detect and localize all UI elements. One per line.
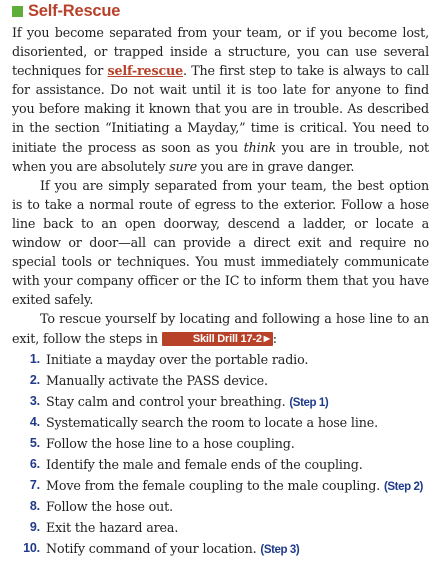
paragraph-3-text: To rescue yourself by locating and following a hose line to an exit, follow the steps in xyxy=(12,311,429,346)
step-text: Systematically search the room to locate a hose line. xyxy=(46,414,379,430)
paragraph-1-text-a: If you become separated from your team, or if you become lost, disoriented, or trapped inside a structure, you can use several techniques for xyxy=(12,25,429,79)
step-text-wrap xyxy=(46,518,178,539)
skill-drill-reference-button[interactable] xyxy=(162,332,273,346)
section-title: Self-Rescue xyxy=(28,2,121,20)
skill-drill-label: Skill Drill 17-2 xyxy=(192,332,262,345)
step-number: 5. xyxy=(29,435,40,450)
list-item xyxy=(12,371,429,392)
step-number: 9. xyxy=(29,520,40,535)
list-item xyxy=(12,539,429,560)
step-text-wrap xyxy=(46,539,299,560)
step-text: Initiate a mayday over the portable radio. xyxy=(46,351,309,367)
step-number: 7. xyxy=(29,478,40,493)
step-text: Move from the female coupling to the male coupling. xyxy=(46,478,384,494)
list-item xyxy=(12,392,429,413)
step-text-wrap xyxy=(46,371,268,392)
list-item xyxy=(12,497,429,518)
paragraph-3-colon: : xyxy=(272,330,277,346)
step-text: Manually activate the PASS device. xyxy=(46,372,268,388)
list-item xyxy=(12,455,429,476)
step-text: Follow the hose line to a hose coupling. xyxy=(46,435,295,451)
self-rescue-keyword-link[interactable]: self-rescue xyxy=(107,63,184,79)
step-text: Exit the hazard area. xyxy=(46,520,179,536)
step-text: Identify the male and female ends of the coupling. xyxy=(46,457,363,473)
paragraph-1-text-b: . The first step to take is always to call for assistance. Do not wait until it is too late for anyone to find you before making it known that you are in trouble. As described in the section “Initiating a Mayday,” time is critical. You need to initiate the process as soon as you xyxy=(12,63,429,155)
step-text-wrap xyxy=(46,413,378,434)
list-item xyxy=(12,413,429,434)
step-text-wrap xyxy=(46,455,363,476)
step-number: 6. xyxy=(29,457,40,472)
step-ref: (Step 2) xyxy=(383,481,423,494)
emphasis-sure: sure xyxy=(169,158,197,174)
step-text: Stay calm and control your breathing. xyxy=(46,393,290,409)
step-number: 3. xyxy=(29,393,40,408)
step-text: Notify command of your location. xyxy=(46,541,261,557)
paragraph-1 xyxy=(12,23,429,176)
step-number: 10. xyxy=(23,541,40,556)
list-item xyxy=(12,434,429,455)
step-text-wrap xyxy=(46,476,423,497)
list-item xyxy=(12,476,429,497)
step-text-wrap xyxy=(46,497,173,518)
paragraph-2: If you are simply separated from your team, the best option is to take a normal route of egress to the exterior. Follow a hose line back to an open doorway, descend a ladder, or locate a window or door—all can provide a direct exit and require no special tools or techniques. You must immediately communicate with your company officer or the IC to inform them that you have exited safely. xyxy=(12,177,429,308)
step-ref: (Step 1) xyxy=(289,396,329,409)
step-text: Follow the hose out. xyxy=(46,499,174,515)
list-item xyxy=(12,518,429,539)
step-number: 2. xyxy=(29,372,40,387)
step-text-wrap xyxy=(46,434,295,455)
step-number: 4. xyxy=(29,414,40,429)
list-item xyxy=(12,350,429,371)
paragraph-3 xyxy=(12,309,429,347)
paragraph-1-text-c: you are in trouble, not when you are absolutely xyxy=(12,139,430,174)
step-text-wrap xyxy=(46,350,308,371)
step-number: 1. xyxy=(29,351,40,366)
paragraph-1-text-d: you are in grave danger. xyxy=(196,158,355,174)
step-text-wrap xyxy=(46,392,328,413)
section-heading xyxy=(12,2,429,21)
steps-list xyxy=(12,350,429,561)
green-square-bullet-icon xyxy=(12,6,23,17)
step-ref: (Step 3) xyxy=(260,544,300,557)
emphasis-think: think xyxy=(243,139,277,155)
step-number: 8. xyxy=(29,499,40,514)
play-arrow-icon: ▶ xyxy=(263,333,270,343)
